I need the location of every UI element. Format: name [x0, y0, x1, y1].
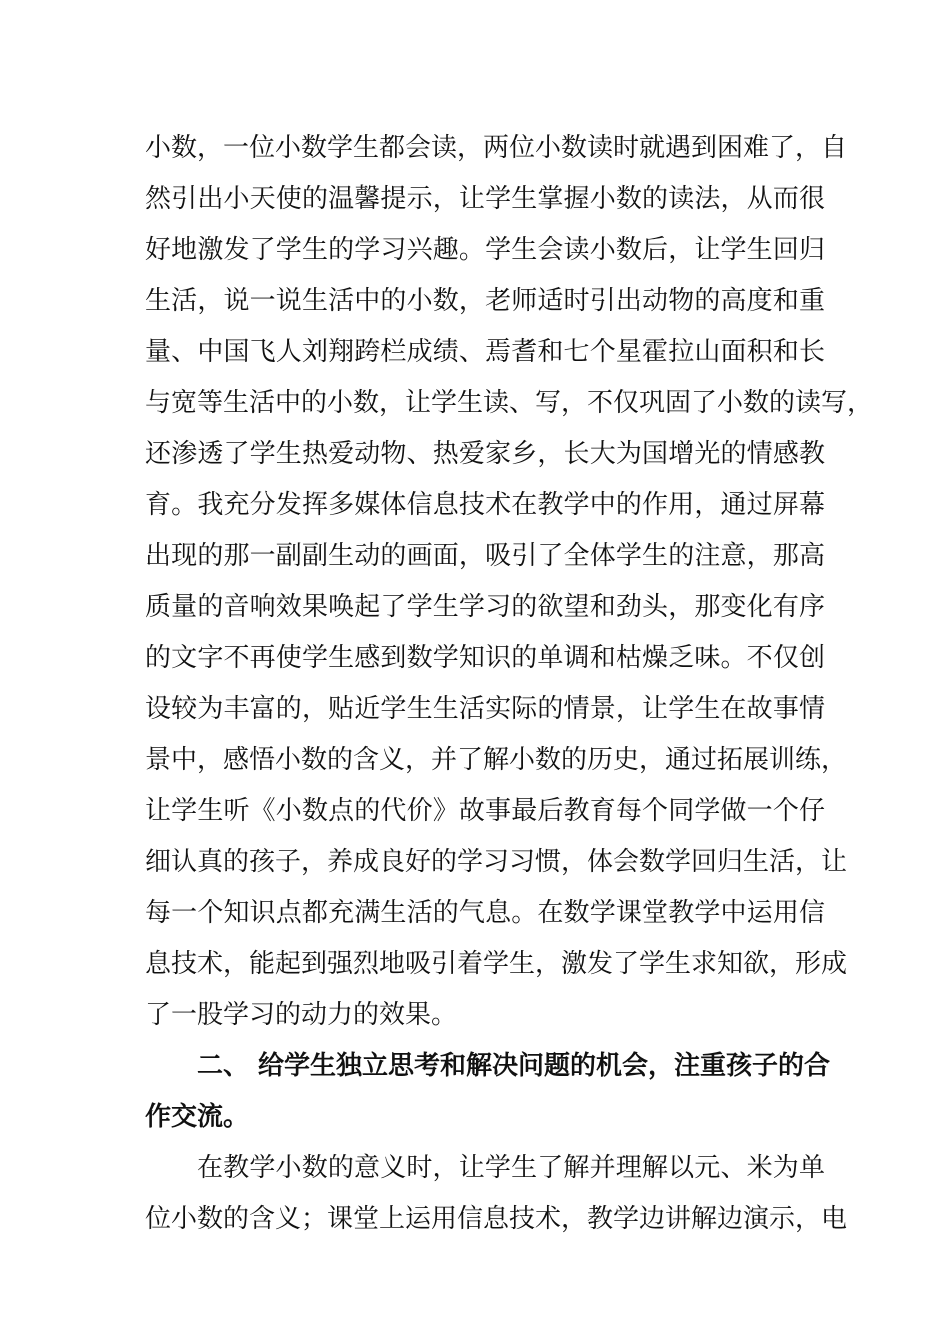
section-heading: 二、 给学生独立思考和解决问题的机会，注重孩子的合	[197, 1051, 831, 1081]
body-text-line: 细认真的孩子，养成良好的学习习惯，体会数学回归生活，让	[145, 847, 848, 877]
body-text-line: 好地激发了学生的学习兴趣。学生会读小数后，让学生回归	[145, 235, 825, 265]
body-text-line: 小数，一位小数学生都会读，两位小数读时就遇到困难了，自	[145, 133, 848, 163]
body-text-line: 生活，说一说生活中的小数，老师适时引出动物的高度和重	[145, 286, 825, 316]
body-text-line: 设较为丰富的，贴近学生生活实际的情景，让学生在故事情	[145, 694, 825, 724]
body-text-line: 位小数的含义；课堂上运用信息技术，教学边讲解边演示，电	[145, 1204, 848, 1234]
body-text-line: 质量的音响效果唤起了学生学习的欲望和劲头，那变化有序	[145, 592, 825, 622]
body-text-line: 育。我充分发挥多媒体信息技术在教学中的作用，通过屏幕	[145, 490, 825, 520]
body-text-line: 让学生听《小数点的代价》故事最后教育每个同学做一个仔	[145, 796, 825, 826]
body-text-line: 在教学小数的意义时，让学生了解并理解以元、米为单	[197, 1153, 825, 1183]
body-text-line: 景中，感悟小数的含义，并了解小数的历史，通过拓展训练，	[145, 745, 848, 775]
body-text-line: 还渗透了学生热爱动物、热爱家乡，长大为国增光的情感教	[145, 439, 825, 469]
body-text-line: 了一股学习的动力的效果。	[145, 1000, 458, 1030]
body-text-line: 与宽等生活中的小数，让学生读、写，不仅巩固了小数的读写，	[145, 388, 874, 418]
section-heading-continuation: 作交流。	[145, 1102, 250, 1132]
body-text-line: 量、中国飞人刘翔跨栏成绩、焉耆和七个星霍拉山面积和长	[145, 337, 825, 367]
body-text-line: 然引出小天使的温馨提示，让学生掌握小数的读法，从而很	[145, 184, 825, 214]
body-text-line: 出现的那一副副生动的画面，吸引了全体学生的注意，那高	[145, 541, 825, 571]
body-text-line: 息技术，能起到强烈地吸引着学生，激发了学生求知欲，形成	[145, 949, 848, 979]
body-text-line: 每一个知识点都充满生活的气息。在数学课堂教学中运用信	[145, 898, 825, 928]
body-text-line: 的文字不再使学生感到数学知识的单调和枯燥乏味。不仅创	[145, 643, 825, 673]
